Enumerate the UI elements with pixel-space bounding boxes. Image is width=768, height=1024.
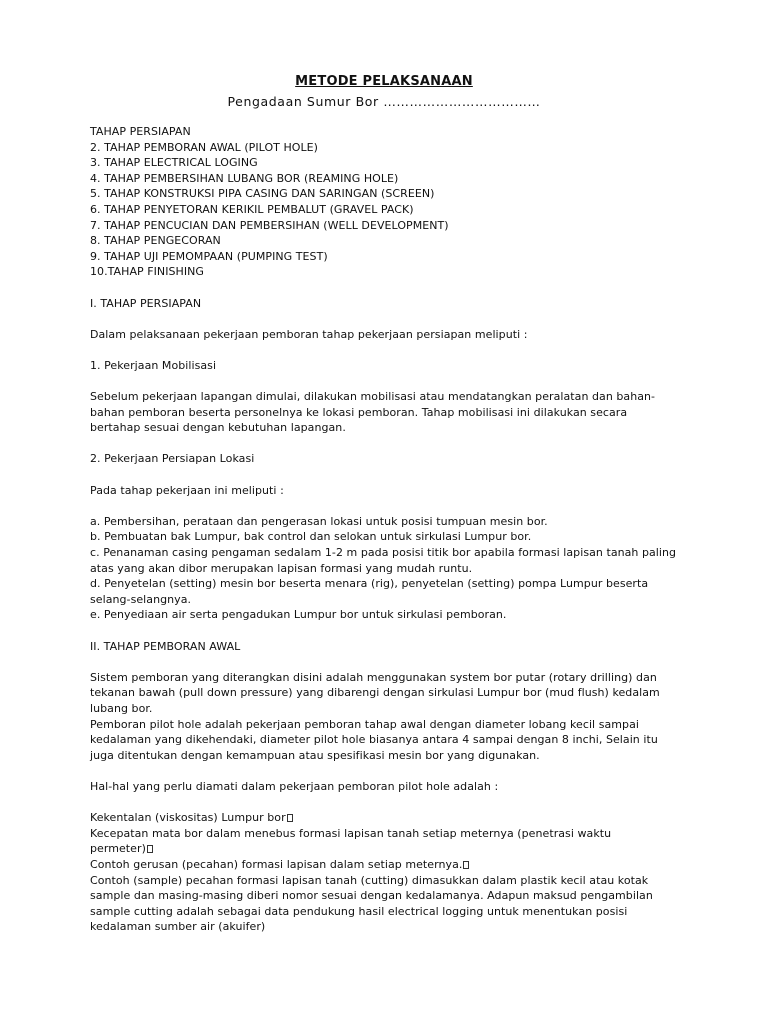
paragraph-line: bahan pemboran beserta personelnya ke lokasi pemboran. Tahap mobilisasi ini dilakukan secara: [90, 405, 628, 419]
stage-item: 7. TAHAP PENCUCIAN DAN PEMBERSIHAN (WELL DEVELOPMENT): [90, 218, 449, 232]
list-item: selang-selangnya.: [90, 592, 192, 606]
paragraph-line: Pemboran pilot hole adalah pekerjaan pemboran tahap awal dengan diameter lobang kecil sampai: [90, 717, 639, 731]
observation-text: Kekentalan (viskositas) Lumpur bor: [90, 811, 286, 825]
paragraph-line: juga ditentukan dengan kemampuan atau spesifikasi mesin bor yang digunakan.: [90, 748, 540, 762]
observation-item: kedalaman sumber air (akuifer): [90, 920, 266, 934]
paragraph-line: kedalaman yang dikehendaki, diameter pilot hole biasanya antara 4 sampai dengan 8 inchi, Selain itu: [90, 733, 658, 747]
paragraph-line: Sebelum pekerjaan lapangan dimulai, dilakukan mobilisasi atau mendatangkan peralatan dan bahan-: [90, 390, 656, 404]
stages-list: [90, 124, 690, 280]
paragraph: Hal-hal yang perlu diamati dalam pekerjaan pemboran pilot hole adalah :: [90, 779, 499, 793]
stage-item: 6. TAHAP PENYETORAN KERIKIL PEMBALUT (GRAVEL PACK): [90, 202, 414, 216]
subsection-heading: 2. Pekerjaan Persiapan Lokasi: [90, 452, 255, 466]
paragraph: Dalam pelaksanaan pekerjaan pemboran tahap pekerjaan persiapan meliputi :: [90, 327, 528, 341]
stage-item: 10.TAHAP FINISHING: [90, 265, 205, 279]
stage-item: 9. TAHAP UJI PEMOMPAAN (PUMPING TEST): [90, 249, 328, 263]
paragraph: Pada tahap pekerjaan ini meliputi :: [90, 483, 284, 497]
observation-item: sample dan masing-masing diberi nomor sesuai dengan kedalamanya. Adapun maksud pengambilan: [90, 889, 653, 903]
observation-item: [90, 810, 690, 826]
list-item: a. Pembersihan, perataan dan pengerasan lokasi untuk posisi tumpuan mesin bor.: [90, 514, 548, 528]
observation-item: [90, 841, 690, 857]
paragraph-line: bertahap sesuai dengan kebutuhan lapangan.: [90, 421, 346, 435]
observation-item: Kecepatan mata bor dalam menebus formasi lapisan tanah setiap meternya (penetrasi waktu: [90, 826, 612, 840]
stage-item: 2. TAHAP PEMBORAN AWAL (PILOT HOLE): [90, 140, 319, 154]
list-item: d. Penyetelan (setting) mesin bor beserta menara (rig), penyetelan (setting) pompa Lumpur beserta: [90, 577, 649, 591]
stage-item: 5. TAHAP KONSTRUKSI PIPA CASING DAN SARINGAN (SCREEN): [90, 187, 435, 201]
observation-text: permeter): [90, 842, 146, 856]
list-item: atas yang akan dibor merupakan lapisan formasi yang mudah runtu.: [90, 561, 473, 575]
list-item: c. Penanaman casing pengaman sedalam 1-2 m pada posisi titik bor apabila formasi lapisan tanah paling: [90, 546, 677, 560]
paragraph-line: Sistem pemboran yang diterangkan disini adalah menggunakan system bor putar (rotary drilling) dan: [90, 670, 657, 684]
section-heading: II. TAHAP PEMBORAN AWAL: [90, 639, 241, 653]
subsection-heading: 1. Pekerjaan Mobilisasi: [90, 358, 217, 372]
placeholder-glyph-icon: [147, 845, 153, 853]
paragraph-line: lubang bor.: [90, 701, 153, 715]
stage-item: 8. TAHAP PENGECORAN: [90, 234, 221, 248]
list-item: b. Pembuatan bak Lumpur, bak control dan selokan untuk sirkulasi Lumpur bor.: [90, 530, 532, 544]
placeholder-glyph-icon: [463, 861, 469, 869]
stage-item: 4. TAHAP PEMBERSIHAN LUBANG BOR (REAMING HOLE): [90, 171, 399, 185]
document-title: METODE PELAKSANAAN: [295, 74, 473, 89]
list-item: e. Penyediaan air serta pengadukan Lumpur bor untuk sirkulasi pemboran.: [90, 608, 507, 622]
placeholder-glyph-icon: [287, 814, 293, 822]
observation-item: Contoh (sample) pecahan formasi lapisan tanah (cutting) dimasukkan dalam plastik kecil atau kotak: [90, 873, 649, 887]
stage-item: 3. TAHAP ELECTRICAL LOGING: [90, 156, 258, 170]
observation-item: [90, 857, 690, 873]
stage-item: TAHAP PERSIAPAN: [90, 125, 191, 138]
observation-text: Contoh gerusan (pecahan) formasi lapisan dalam setiap meternya.: [90, 857, 463, 871]
document-subtitle: Pengadaan Sumur Bor ………………………………: [227, 94, 541, 109]
document-body: [90, 124, 690, 935]
paragraph-line: tekanan bawah (pull down pressure) yang dibarengi dengan sirkulasi Lumpur bor (mud flush) kedalam: [90, 686, 660, 700]
observation-item: sample cutting adalah sebagai data pendukung hasil electrical logging untuk menentukan posisi: [90, 904, 628, 918]
section-heading: I. TAHAP PERSIAPAN: [90, 296, 202, 310]
